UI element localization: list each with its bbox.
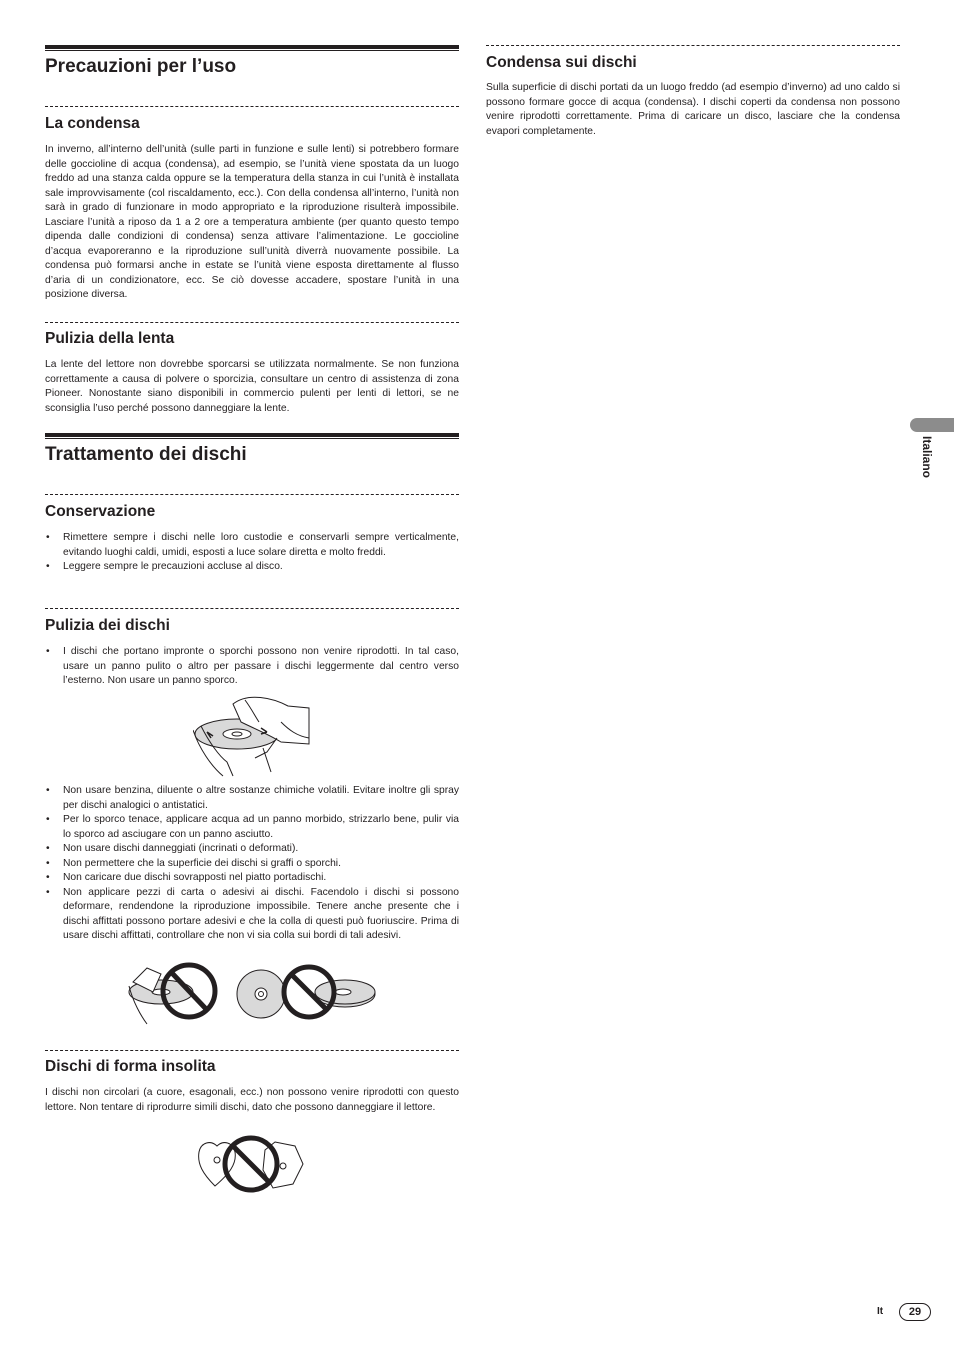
paragraph-la-condensa: In inverno, all’interno dell’unità (sulle parti in funzione e sulle lenti) si potrebbero formare delle goccioline di acqua (condensa), ad esempio, se l’unità viene spostata da un luogo freddo ad una stanza calda oppure se la temperatura della stanza in cui l’unità è installata sale improvvisamente (col riscaldamento, ecc.). Con della condensa all’interno, l’unità non sarà in grado di funzionare in modo appropriato e la riproduzione risulterà impossibile. Lasciare l’unità a riposo da 1 a 2 ore a temperatura ambiente (per quanto questo tempo dipenda dalle condizioni di condensa) senza attivare l’alimentazione. Le goccioline d’acqua evaporeranno e la riproduzione sull’unità diverrà nuovamente possibile. La condensa può formarsi anche in estate se l’unità viene esposta direttamente al flusso d’aria di un condizionatore, ecc. Se ciò dovesse accadere, spostare l’unità in una posizione diversa. [45, 144, 459, 300]
divider [45, 608, 459, 609]
heading-la-condensa: La condensa [45, 115, 140, 132]
heading-forma-insolita: Dischi di forma insolita [45, 1058, 216, 1075]
section-title-precauzioni: Precauzioni per l’uso [45, 56, 237, 77]
odd-shaped-disc-illustration [195, 1134, 307, 1194]
heading-pulizia-dischi: Pulizia dei dischi [45, 617, 170, 634]
page-number: 29 [899, 1303, 931, 1321]
list-pulizia-a [45, 645, 459, 689]
list-item: • Non permettere che la superficie dei dischi si graffi o sporchi. [45, 857, 459, 872]
divider [45, 1050, 459, 1051]
divider [45, 494, 459, 495]
list-conservazione [45, 531, 459, 575]
divider [486, 45, 900, 46]
no-warped-disc-illustration [235, 960, 379, 1024]
list-item: • Non usare benzina, diluente o altre sostanze chimiche volatili. Evitare inoltre gli spray per dischi analogici o antistatici. [45, 784, 459, 813]
divider [45, 322, 459, 323]
language-tab [910, 418, 954, 432]
heading-conservazione: Conservazione [45, 503, 156, 520]
section-rule [45, 433, 459, 439]
paragraph-condensa-dischi: Sulla superficie di dischi portati da un luogo freddo (ad esempio d’inverno) ad uno caldo si possono formare gocce di acqua (condensa). I dischi coperti da condensa non possono venire riprodotti correttamente. Prima di caricare un disco, lasciare che la condensa evapori completamente. [486, 82, 900, 137]
footer-language: It [877, 1306, 884, 1317]
divider [45, 106, 459, 107]
list-item: • Leggere sempre le precauzioni accluse al disco. [45, 560, 459, 575]
list-item: • Per lo sporco tenace, applicare acqua ad un panno morbido, strizzarlo bene, pulir via lo sporco ad asciugare con un panno asciutto. [45, 813, 459, 842]
list-item: • Rimettere sempre i dischi nelle loro custodie e conservarli sempre verticalmente, evitando luoghi caldi, umidi, esposti a luce solare diretta e molto freddi. [45, 531, 459, 560]
paragraph-forma-insolita: I dischi non circolari (a cuore, esagonali, ecc.) non possono venire riprodotti con questo lettore. Non tentare di riprodurre simili dischi, dato che possono danneggiare il lettore. [45, 1087, 459, 1113]
list-item: • Non caricare due dischi sovrapposti nel piatto portadischi. [45, 871, 459, 886]
list-pulizia-b [45, 784, 459, 944]
list-item: • Non applicare pezzi di carta o adesivi ai dischi. Facendolo i dischi si possono deformare, rendendone la riproduzione impossibile. Tenere anche presente che i dischi affittati possono portare adesivi e che la colla di questi può fuoriuscire. Prima di usare dischi affittati, controllare che non vi sia colla sui bordi di tali adesivi. [45, 886, 459, 944]
language-tab-label: Italiano [920, 436, 934, 479]
disc-cleaning-illustration [193, 692, 311, 778]
list-item: • I dischi che portano impronte o sporchi possono non venire riprodotti. In tal caso, usare un panno pulito o altro per passare i dischi leggermente dal centro verso l’esterno. Non usare un panno sporco. [45, 645, 459, 689]
list-item: • Non usare dischi danneggiati (incrinati o deformati). [45, 842, 459, 857]
heading-condensa-dischi: Condensa sui dischi [486, 54, 637, 71]
section-rule [45, 45, 459, 51]
no-sticker-illustration [127, 958, 223, 1026]
paragraph-pulizia-lenta: La lente del lettore non dovrebbe sporcarsi se utilizzata normalmente. Se non funziona correttamente a causa di polvere o sporcizia, consultare un centro di assistenza di zona Pioneer. Nonostante siano disponibili in commercio pulenti per lenti di lettori, se ne sconsiglia l’uso perché possono danneggiare la lente. [45, 359, 459, 414]
heading-pulizia-lenta: Pulizia della lenta [45, 330, 175, 347]
section-title-trattamento: Trattamento dei dischi [45, 444, 247, 465]
